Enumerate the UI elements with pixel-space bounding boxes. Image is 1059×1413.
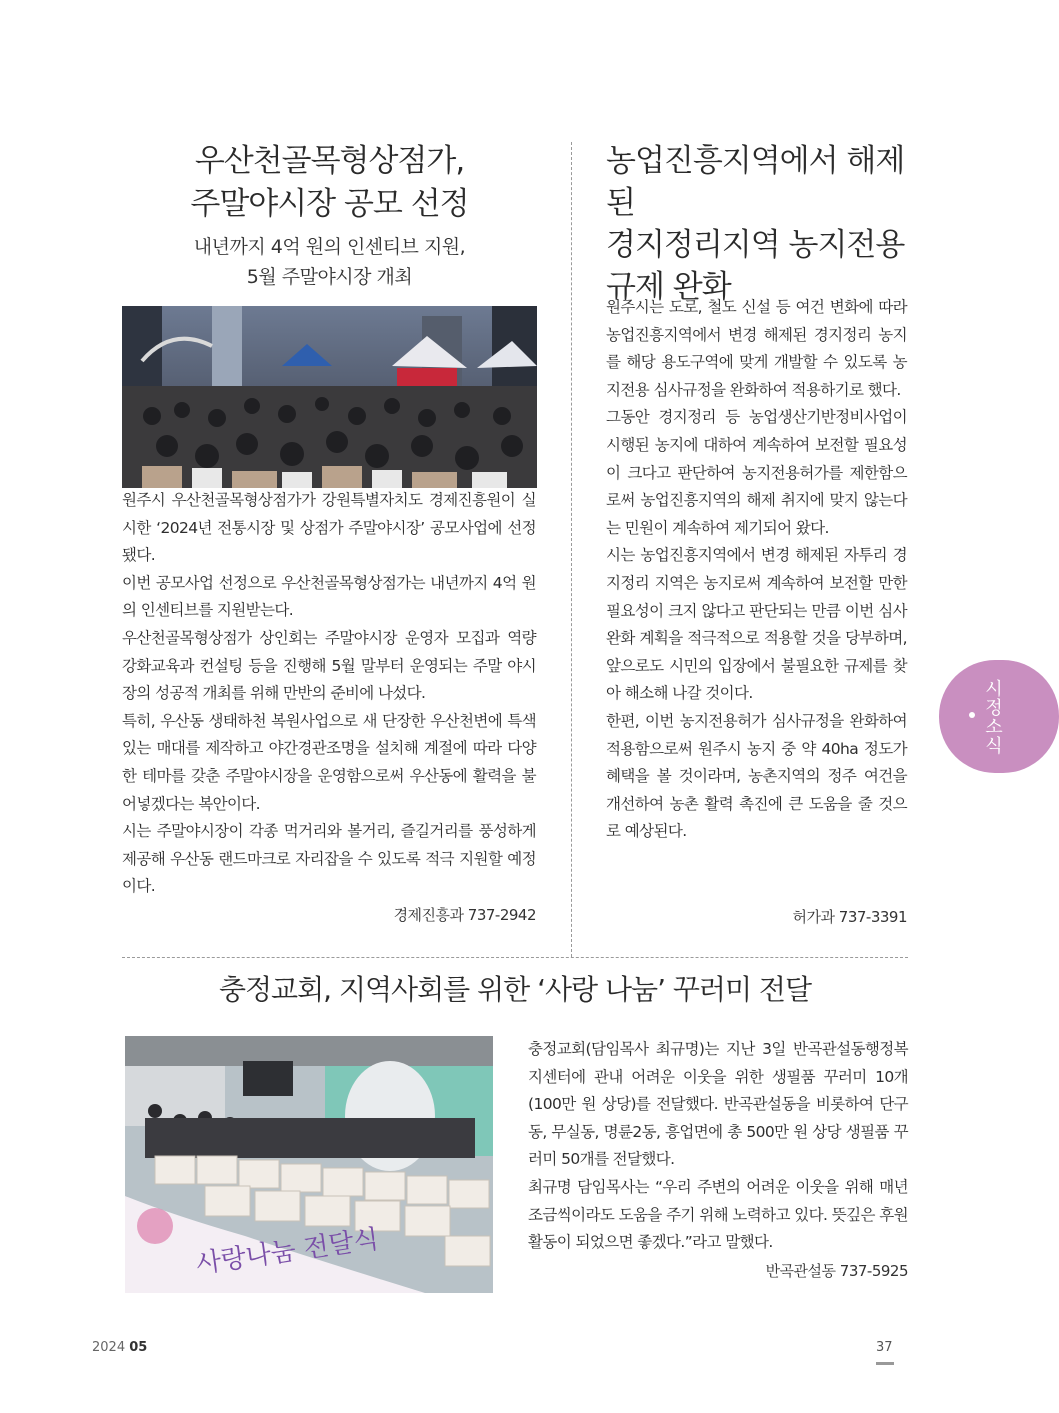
article1-paragraph: 시는 주말야시장이 각종 먹거리와 볼거리, 즐길거리를 풍성하게 제공해 우산동 랜드마크로 자리잡을 수 있도록 적극 지원할 예정이다. — [122, 822, 536, 896]
night-market-photo — [122, 306, 537, 488]
article3-contact: 반곡관설동 737-5925 — [765, 1262, 908, 1280]
article1-subtitle-line2: 5월 주말야시장 개최 — [246, 266, 413, 288]
article1-paragraph: 특히, 우산동 생태하천 복원사업으로 새 단장한 우산천변에 특색있는 매대를 제작하고 야간경관조명을 설치해 계절에 따라 다양한 테마를 갖춘 주말야시장을 운영함으로써 우산동에 활력을 불어넣겠다는 복안이다. — [122, 711, 536, 813]
article2-title-line1: 농업진흥지역에서 해제된 — [606, 143, 905, 221]
article2-paragraph: 시는 농업진흥지역에서 변경 해제된 자투리 경지정리 지역은 농지로써 계속하여 보전할 만한 필요성이 크지 않다고 판단되는 만큼 이번 심사 완화 계획을 적극적으로 적용할 것을 당부하며, 앞으로도 시민의 입장에서 불필요한 규제를 찾아 해소해 나갈 것이다. — [606, 546, 907, 703]
article3-body — [528, 1036, 908, 1257]
article2-body — [606, 294, 907, 846]
article1-paragraph: 우산천골목형상점가 상인회는 주말야시장 운영자 모집과 역량 강화교육과 컨설팅 등을 진행해 5월 말부터 운영되는 주말 야시장의 성공적 개최를 위해 만반의 준비에 나섰다. — [122, 628, 536, 703]
article2-title — [606, 140, 906, 308]
photo-banner-text: 사랑나눔 전달식 — [194, 1224, 381, 1280]
issue-year: 2024 — [92, 1340, 126, 1355]
column-divider — [571, 142, 572, 957]
article1-title-line2: 주말야시장 공모 선정 — [190, 186, 469, 222]
article2-paragraph: 원주시는 도로, 철도 신설 등 여건 변화에 따라 농업진흥지역에서 변경 해제된 경지정리 농지를 해당 용도구역에 맞게 개발할 수 있도록 농지전용 심사규정을 완화하여 적용하기로 했다. — [606, 298, 907, 399]
section-divider — [122, 957, 908, 958]
article1-subtitle — [122, 232, 537, 292]
article2-paragraph: 한편, 이번 농지전용허가 심사규정을 완화하여 적용함으로써 원주시 농지 중 약 40ha 정도가 혜택을 볼 것이라며, 농촌지역의 정주 여건을 개선하여 농촌 활력 촉진에 큰 도움을 줄 것으로 예상된다. — [606, 711, 907, 841]
article1-contact: 경제진흥과 737-2942 — [393, 906, 536, 924]
article2-title-line2: 경지정리지역 농지전용 — [606, 227, 905, 263]
article1-title — [122, 140, 537, 226]
article3-paragraph: 최규명 담임목사는 “우리 주변의 어려운 이웃을 위해 매년 조금씩이라도 도움을 주기 위해 노력하고 있다. 뜻깊은 후원 활동이 되었으면 좋겠다.”라고 말했다. — [528, 1177, 908, 1252]
section-tab-dot — [969, 712, 975, 718]
donation-ceremony-photo — [125, 1036, 493, 1293]
article1-subtitle-line1: 내년까지 4억 원의 인센티브 지원, — [193, 236, 466, 258]
article1-paragraph: 원주시 우산천골목형상점가가 강원특별자치도 경제진흥원이 실시한 ‘2024년 전통시장 및 상점가 주말야시장’ 공모사업에 선정됐다. — [122, 491, 536, 565]
section-tab-label: 시정소식 — [982, 679, 1003, 755]
article2-title-line3: 규제 완화 — [606, 269, 731, 305]
article3-paragraph: 충정교회(담임목사 최규명)는 지난 3일 반곡관설동행정복지센터에 관내 어려운 이웃을 위한 생필품 꾸러미 10개(100만 원 상당)를 전달했다. 반곡관설동을 비롯하여 단구동, 무실동, 명륜2동, 흥업면에 총 500만 원 상당 생필품 꾸러미 50개를 전달했다. — [528, 1040, 908, 1169]
page-number-underline — [876, 1362, 894, 1365]
article1-title-line1: 우산천골목형상점가, — [194, 143, 465, 179]
article2-paragraph: 그동안 경지정리 등 농업생산기반정비사업이 시행된 농지에 대하여 계속하여 보전할 필요성이 크다고 판단하여 농지전용허가를 제한함으로써 농업진흥지역의 해제 취지에 맞지 않는다는 민원이 계속하여 제기되어 왔다. — [606, 408, 907, 537]
article1-paragraph: 이번 공모사업 선정으로 우산천골목형상점가는 내년까지 4억 원의 인센티브를 지원받는다. — [122, 573, 536, 620]
article1-body — [122, 487, 536, 901]
page-number: 37 — [876, 1340, 893, 1355]
article3-title: 충정교회, 지역사회를 위한 ‘사랑 나눔’ 꾸러미 전달 — [218, 973, 812, 1006]
issue-month: 05 — [129, 1340, 148, 1355]
article2-contact: 허가과 737-3391 — [792, 908, 907, 926]
issue-date — [92, 1340, 147, 1355]
